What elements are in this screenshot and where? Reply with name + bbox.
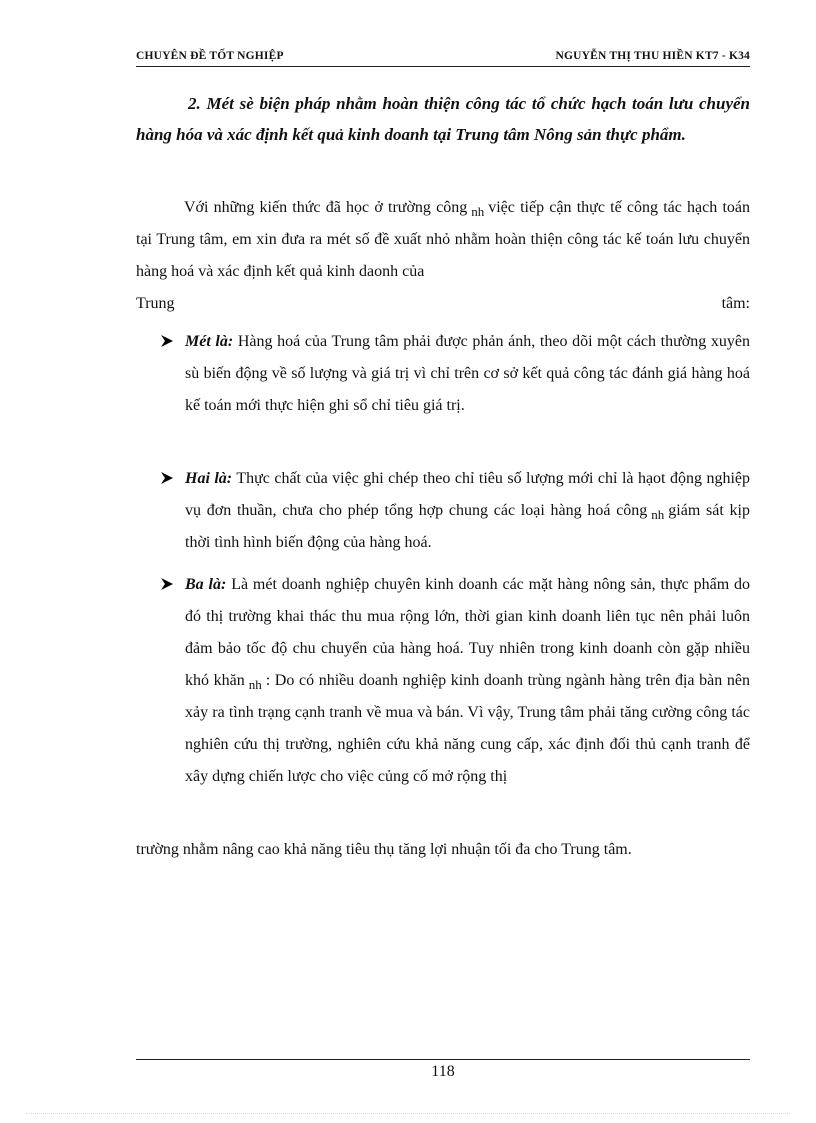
intro-last-line	[136, 288, 750, 320]
item-3-text-2: : Do có nhiều doanh nghiệp kinh doanh trùng ngành hàng trên địa bàn nên xảy ra tình trạng cạnh tranh về mua và bán. Vì vậy, Trung tâm phải tăng cường công tác nghiên cứu thị trường, nghiên cứu khả năng cung cấp, xác định đối thủ cạnh tranh để xây dựng chiến lược cho việc củng cố mở rộng thị	[185, 672, 750, 785]
item-2-lead: Hai là:	[185, 470, 233, 487]
list-item-1	[160, 326, 750, 422]
page-header	[136, 46, 750, 67]
item-2-subscript: nh	[651, 507, 665, 522]
arrow-bullet-icon	[160, 463, 182, 495]
header-author: NGUYỄN THỊ THU HIỀN KT7 - K34	[555, 50, 750, 62]
item-3-text-1: Là mét doanh nghiệp chuyên kinh doanh các mặt hàng nông sản, thực phẩm do đó thị trường khai thác thu mua rộng lớn, thời gian kinh doanh liên tục nên phải luôn đảm bảo tốc độ chu chuyển của hàng hoá. Tuy nhiên trong kinh doanh còn gặp nhiều khó khăn	[185, 576, 751, 689]
page-number: 118	[431, 1063, 455, 1080]
page-edge-dotted-line	[26, 1113, 790, 1114]
item-2-text-2: giám sát kịp thời tình hình biến động của hàng hoá.	[185, 502, 750, 551]
item-3-subscript: nh	[248, 677, 262, 692]
closing-line: trường nhằm nâng cao khả năng tiêu thụ tăng lợi nhuận tối đa cho Trung tâm.	[136, 841, 632, 858]
list-item-3	[160, 569, 750, 793]
intro-text-2: việc tiếp cận thực tế công tác hạch toán tại Trung tâm, em xin đưa ra mét số đề xuất nhỏ nhằm hoàn thiện công tác kế toán lưu chuyển hàng hoá và xác định kết quả kinh daonh của	[136, 199, 750, 280]
item-1-text: Hàng hoá của Trung tâm phải được phản ánh, theo dõi một cách thường xuyên sù biến động về số lượng và giá trị vì chỉ trên cơ sở kết quả công tác đánh giá hàng hoá kế toán mới thực hiện ghi sổ chỉ tiêu giá trị.	[185, 333, 751, 414]
item-3-lead: Ba là:	[185, 576, 227, 593]
footer-rule	[136, 1059, 750, 1060]
intro-subscript: nh	[471, 204, 485, 219]
intro-tam: tâm:	[721, 295, 750, 312]
intro-trung: Trung	[136, 295, 175, 312]
item-2-text-1: Thực chất của việc ghi chép theo chỉ tiêu số lượng mới chỉ là hạot động nghiệp vụ đơn thuần, chưa cho phép tổng hợp chung các loại hàng hoá công	[185, 470, 750, 519]
section-heading: 2. Mét sè biện pháp nhằm hoàn thiện công tác tổ chức hạch toán lưu chuyển hàng hóa và xác định kết quả kinh doanh tại Trung tâm Nông sản thực phẩm.	[136, 94, 750, 144]
header-left-title: CHUYÊN ĐỀ TỐT NGHIỆP	[136, 50, 284, 62]
arrow-bullet-icon	[160, 569, 182, 601]
intro-text-1: Với những kiến thức đã học ở trường công	[184, 199, 468, 216]
item-1-lead: Mét là:	[185, 333, 234, 350]
list-item-2	[160, 463, 750, 559]
intro-paragraph	[136, 192, 750, 320]
arrow-bullet-icon	[160, 326, 182, 358]
